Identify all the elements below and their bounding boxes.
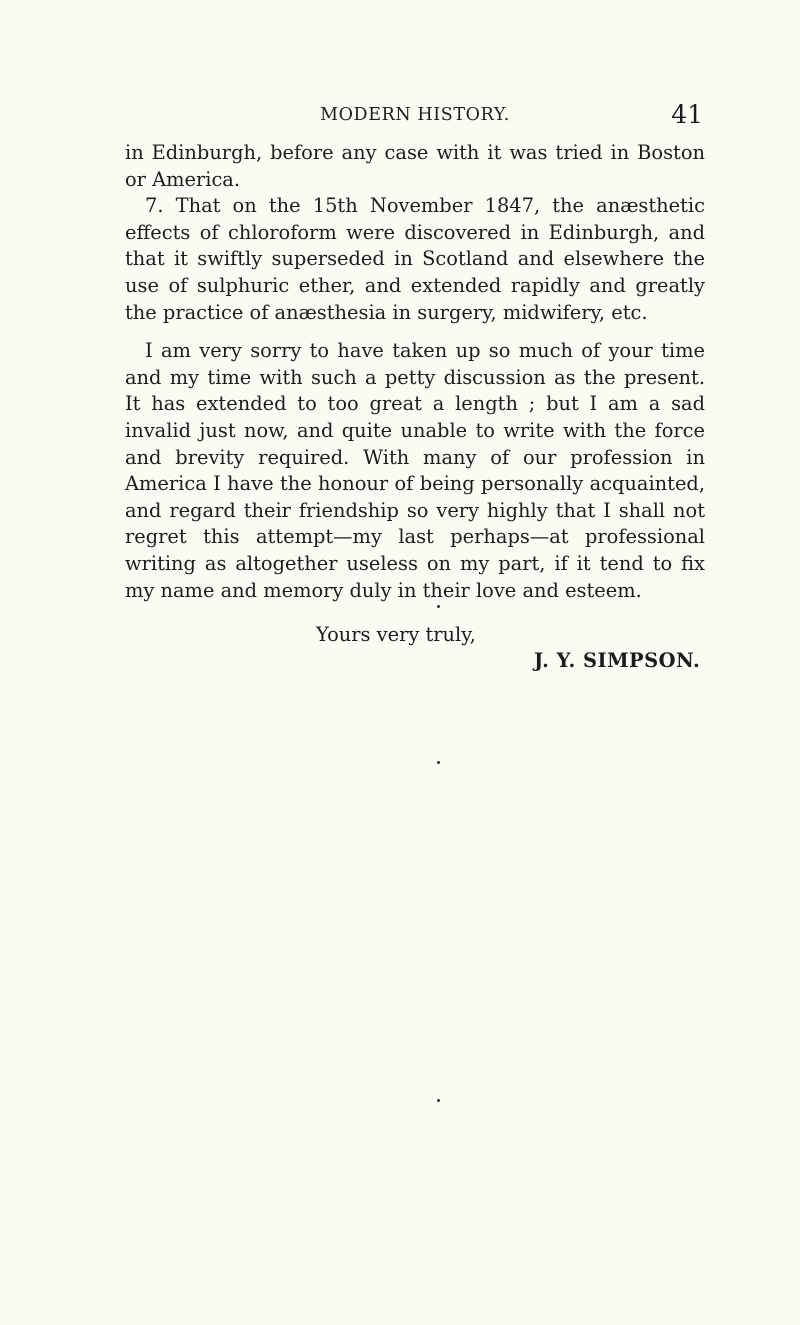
paragraph-closing-remarks: I am very sorry to have taken up so much of your time and my time with such a petty discussion as the present. It has extended to too great a length ; but I am a sad invalid just now, and quite unable to write with the force and brevity required. With many of our profession in America I have the honour of being personally acquainted, and regard their friendship so very highly that I shall not regret this attempt—my last perhaps—at professional writing as altogether useless on my part, if it tend to fix my name and memory duly in their love and esteem. — [125, 339, 705, 602]
body-text — [125, 140, 705, 604]
paper-speck — [437, 605, 440, 608]
running-head — [125, 101, 705, 129]
letter-signature: J. Y. SIMPSON. — [534, 649, 701, 672]
paper-speck — [437, 761, 440, 764]
paper-speck — [437, 1099, 440, 1102]
paragraph-continuation: in Edinburgh, before any case with it was tried in Boston or America. — [125, 141, 705, 191]
page-number: 41 — [671, 100, 703, 129]
letter-closing: Yours very truly, — [316, 623, 476, 646]
paragraph-point-seven: 7. That on the 15th November 1847, the anæsthetic effects of chloroform were discovered in Edinburgh, and that it swiftly superseded in Scotland and elsewhere the use of sulphuric ether, and extended rapidly and greatly the practice of anæsthesia in surgery, midwifery, etc. — [125, 194, 705, 324]
running-title: MODERN HISTORY. — [320, 105, 510, 125]
